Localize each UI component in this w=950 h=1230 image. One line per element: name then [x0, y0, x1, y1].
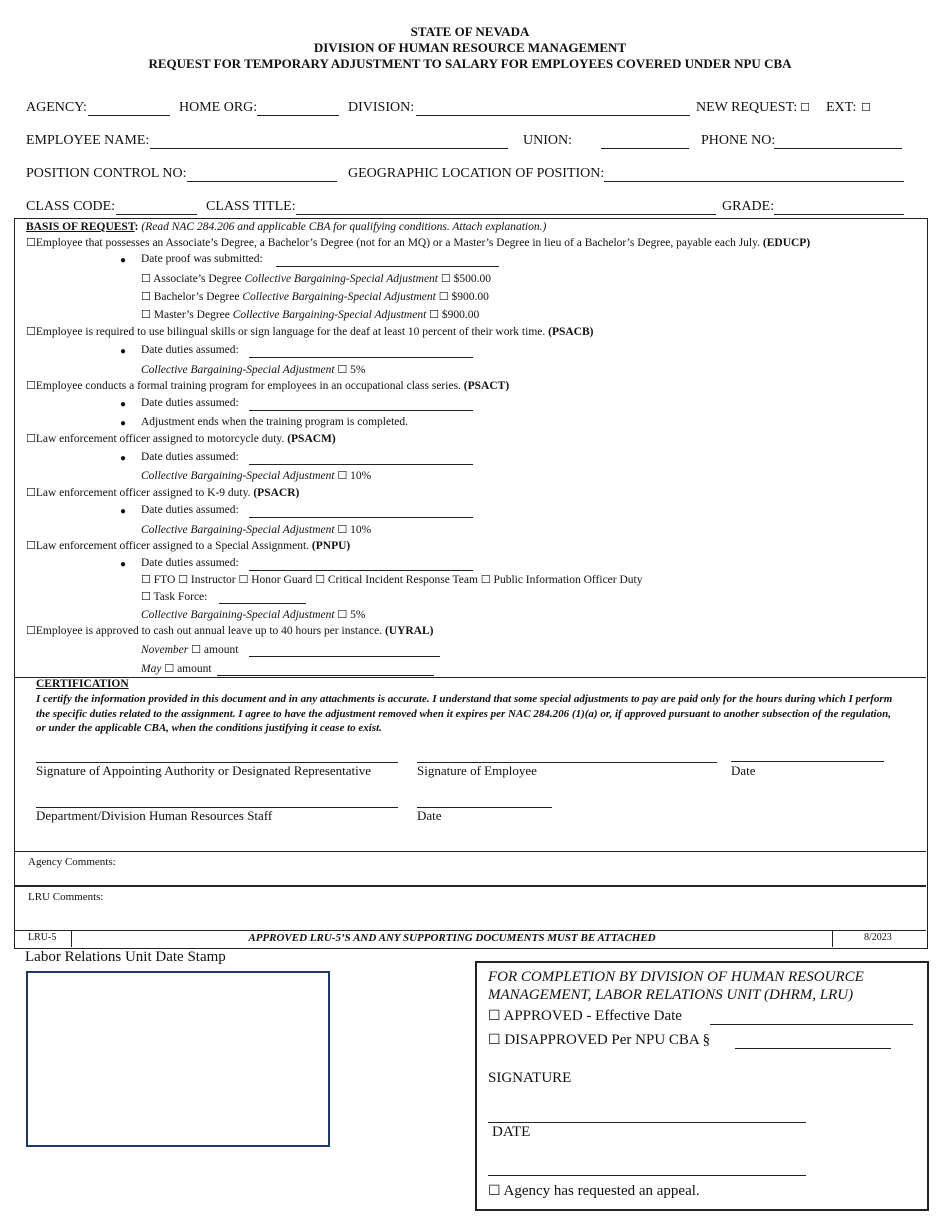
psacm-date-field[interactable]	[249, 464, 473, 465]
hr-date-label: Date	[417, 808, 442, 823]
agency-field[interactable]	[88, 115, 170, 116]
associate-amount-checkbox[interactable]: ☐	[440, 272, 451, 285]
geo-location-field[interactable]	[604, 181, 904, 182]
effective-date-field[interactable]	[710, 1024, 913, 1025]
uyral-checkbox[interactable]: ☐	[26, 624, 36, 637]
dhrm-signature-label: SIGNATURE	[488, 1070, 572, 1086]
may-checkbox[interactable]: ☐	[164, 662, 175, 675]
uyral-may: May ☐ amount	[141, 662, 212, 675]
class-title-label: CLASS TITLE:	[206, 199, 296, 214]
agency-comments-field[interactable]	[120, 856, 920, 884]
approved-checkbox[interactable]: ☐	[488, 1008, 501, 1024]
psacm-date-label: Date duties assumed:	[141, 451, 239, 463]
lru-comments-field[interactable]	[120, 891, 920, 929]
home-org-field[interactable]	[257, 115, 339, 116]
footer-separator-right	[832, 931, 833, 947]
pnpu-options: ☐ FTO ☐ Instructor ☐ Honor Guard ☐ Critical Incident Response Team ☐ Public Information Officer Duty	[141, 573, 643, 586]
pnpu-date-label: Date duties assumed:	[141, 557, 239, 569]
uyral-november: November ☐ amount	[141, 643, 239, 656]
task-force-item: ☐ Task Force:	[141, 590, 208, 603]
psacb-date-field[interactable]	[249, 357, 473, 358]
cert-date-label: Date	[731, 763, 756, 778]
dhrm-date-field[interactable]	[488, 1175, 806, 1176]
employee-name-label: EMPLOYEE NAME:	[26, 133, 150, 148]
associate-checkbox[interactable]: ☐	[141, 272, 151, 285]
psacr-checkbox[interactable]: ☐	[26, 486, 36, 499]
pnpu-checkbox[interactable]: ☐	[26, 539, 36, 552]
date-stamp-label: Labor Relations Unit Date Stamp	[25, 949, 226, 965]
november-amount-field[interactable]	[249, 656, 440, 657]
form-id: LRU-5	[28, 932, 57, 943]
psact-date-label: Date duties assumed:	[141, 397, 239, 409]
bullet-icon: ●	[120, 453, 127, 464]
fto-checkbox[interactable]: ☐	[141, 573, 151, 586]
instructor-checkbox[interactable]: ☐	[178, 573, 189, 586]
educp-option-associate: ☐ Associate’s Degree Collective Bargaining-Special Adjustment ☐ $500.00	[141, 272, 491, 285]
task-force-field[interactable]	[219, 603, 306, 604]
class-code-field[interactable]	[116, 214, 197, 215]
phone-no-label: PHONE NO:	[701, 133, 776, 148]
pnpu-item: ☐Law enforcement officer assigned to a Special Assignment. (PNPU)	[26, 539, 351, 552]
geo-location-label: GEOGRAPHIC LOCATION OF POSITION:	[348, 166, 605, 181]
psacb-pct-checkbox[interactable]: ☐	[337, 363, 348, 376]
ext-checkbox[interactable]: ☐	[861, 101, 871, 114]
dhrm-signature-field[interactable]	[488, 1122, 806, 1123]
form-title: REQUEST FOR TEMPORARY ADJUSTMENT TO SALARY FOR EMPLOYEES COVERED UNDER NPU CBA	[148, 56, 792, 71]
cba-section-field[interactable]	[735, 1048, 891, 1049]
november-checkbox[interactable]: ☐	[191, 643, 202, 656]
cert-date-field[interactable]	[731, 761, 884, 762]
bullet-icon: ●	[120, 346, 127, 357]
lru-comments-divider	[15, 885, 926, 887]
psacr-date-label: Date duties assumed:	[141, 504, 239, 516]
bullet-icon: ●	[120, 506, 127, 517]
psacm-checkbox[interactable]: ☐	[26, 432, 36, 445]
class-title-field[interactable]	[296, 214, 716, 215]
bullet-icon: ●	[120, 255, 127, 266]
master-amount-checkbox[interactable]: ☐	[429, 308, 440, 321]
dhrm-heading: FOR COMPLETION BY DIVISION OF HUMAN RESOURCE MANAGEMENT, LABOR RELATIONS UNIT (DHRM, LRU)	[488, 969, 864, 1003]
psacm-adjustment: Collective Bargaining-Special Adjustment ☐ 10%	[141, 469, 372, 482]
new-request-label: NEW REQUEST:	[696, 100, 798, 115]
position-control-field[interactable]	[187, 181, 337, 182]
master-checkbox[interactable]: ☐	[141, 308, 151, 321]
bachelor-amount-checkbox[interactable]: ☐	[438, 290, 449, 303]
position-control-label: POSITION CONTROL NO:	[26, 166, 187, 181]
basis-heading: BASIS OF REQUEST: (Read NAC 284.206 and applicable CBA for qualifying conditions. Attach explanation.)	[26, 221, 547, 233]
psacr-item: ☐Law enforcement officer assigned to K-9 duty. (PSACR)	[26, 486, 300, 499]
bachelor-checkbox[interactable]: ☐	[141, 290, 151, 303]
educp-checkbox[interactable]: ☐	[26, 236, 36, 249]
critical-incident-checkbox[interactable]: ☐	[315, 573, 325, 586]
form-state-title: STATE OF NEVADA	[410, 24, 530, 39]
educp-item: ☐Employee that possesses an Associate’s Degree, a Bachelor’s Degree (not for an MQ) or a Master’s Degree in lieu of a Bachelor’s Degree, payable each July. (EDUCP)	[26, 236, 811, 249]
psacb-adjustment: Collective Bargaining-Special Adjustment ☐ 5%	[141, 363, 366, 376]
employee-name-field[interactable]	[150, 148, 508, 149]
class-code-label: CLASS CODE:	[26, 199, 116, 214]
bullet-icon: ●	[120, 559, 127, 570]
psacb-checkbox[interactable]: ☐	[26, 325, 36, 338]
psact-note: Adjustment ends when the training program is completed.	[141, 416, 408, 428]
form-division-title: DIVISION OF HUMAN RESOURCE MANAGEMENT	[313, 40, 627, 55]
certification-divider	[15, 677, 926, 678]
may-amount-field[interactable]	[217, 675, 434, 676]
division-label: DIVISION:	[348, 100, 415, 115]
new-request-checkbox[interactable]: ☐	[800, 101, 810, 114]
psact-checkbox[interactable]: ☐	[26, 379, 36, 392]
educp-date-field[interactable]	[276, 266, 499, 267]
psact-item: ☐Employee conducts a formal training program for employees in an occupational class series. (PSACT)	[26, 379, 510, 392]
employee-signature-label: Signature of Employee	[417, 763, 537, 778]
psacb-item: ☐Employee is required to use bilingual skills or sign language for the deaf at least 10 percent of their work time. (PSACB)	[26, 325, 594, 338]
psacm-item: ☐Law enforcement officer assigned to motorcycle duty. (PSACM)	[26, 432, 336, 445]
disapproved-item: ☐ DISAPPROVED Per NPU CBA §	[488, 1032, 711, 1048]
hr-staff-label: Department/Division Human Resources Staff	[36, 808, 273, 823]
certification-text: I certify the information provided in this document and in any attachments is accurate. I understand that some special adjustments to pay are paid only for the hours during which I perform the specific duties related to the assignment. I agree to have the adjustment removed when it expires per NAC 284.206 (1)(a) or, if approved pursuant to another subsection of the regulation, or under the applicable CBA, when the conditions justifying it cease to exist.	[36, 693, 893, 734]
educp-option-bachelor: ☐ Bachelor’s Degree Collective Bargaining-Special Adjustment ☐ $900.00	[141, 290, 489, 303]
honor-guard-checkbox[interactable]: ☐	[238, 573, 249, 586]
phone-no-field[interactable]	[774, 148, 902, 149]
lru-comments-label: LRU Comments:	[28, 891, 104, 903]
appeal-item: ☐ Agency has requested an appeal.	[488, 1183, 700, 1199]
pnpu-date-field[interactable]	[249, 570, 473, 571]
task-force-checkbox[interactable]: ☐	[141, 590, 151, 603]
uyral-item: ☐Employee is approved to cash out annual leave up to 40 hours per instance. (UYRAL)	[26, 624, 434, 637]
disapproved-checkbox[interactable]: ☐	[488, 1032, 501, 1048]
appeal-checkbox[interactable]: ☐	[488, 1183, 501, 1199]
psacr-pct-checkbox[interactable]: ☐	[337, 523, 348, 536]
grade-label: GRADE:	[722, 199, 775, 214]
bullet-icon: ●	[120, 418, 127, 429]
agency-comments-label: Agency Comments:	[28, 856, 116, 868]
certification-heading: CERTIFICATION	[36, 678, 129, 690]
grade-field[interactable]	[774, 214, 904, 215]
dhrm-date-label: DATE	[492, 1124, 531, 1140]
pnpu-pct-checkbox[interactable]: ☐	[337, 608, 348, 621]
bullet-icon: ●	[120, 399, 127, 410]
union-label: UNION:	[523, 133, 572, 148]
footer-divider	[15, 930, 926, 931]
psacm-pct-checkbox[interactable]: ☐	[337, 469, 348, 482]
union-field[interactable]	[601, 148, 689, 149]
agency-comments-divider	[15, 851, 926, 852]
agency-label: AGENCY:	[26, 100, 87, 115]
division-field[interactable]	[416, 115, 690, 116]
footer-notice: APPROVED LRU-5’S AND ANY SUPPORTING DOCUMENTS MUST BE ATTACHED	[248, 932, 656, 944]
pnpu-adjustment: Collective Bargaining-Special Adjustment ☐ 5%	[141, 608, 366, 621]
educp-date-label: Date proof was submitted:	[141, 253, 263, 265]
psacr-date-field[interactable]	[249, 517, 473, 518]
psact-date-field[interactable]	[249, 410, 473, 411]
psacr-adjustment: Collective Bargaining-Special Adjustment ☐ 10%	[141, 523, 372, 536]
educp-option-master: ☐ Master’s Degree Collective Bargaining-Special Adjustment ☐ $900.00	[141, 308, 480, 321]
approved-item: ☐ APPROVED - Effective Date	[488, 1008, 682, 1024]
ext-label: EXT:	[826, 100, 857, 115]
home-org-label: HOME ORG:	[179, 100, 258, 115]
revision-date: 8/2023	[864, 932, 892, 943]
appointing-signature-label: Signature of Appointing Authority or Designated Representative	[36, 763, 372, 778]
date-stamp-box[interactable]	[26, 971, 330, 1147]
pio-duty-checkbox[interactable]: ☐	[480, 573, 491, 586]
psacb-date-label: Date duties assumed:	[141, 344, 239, 356]
